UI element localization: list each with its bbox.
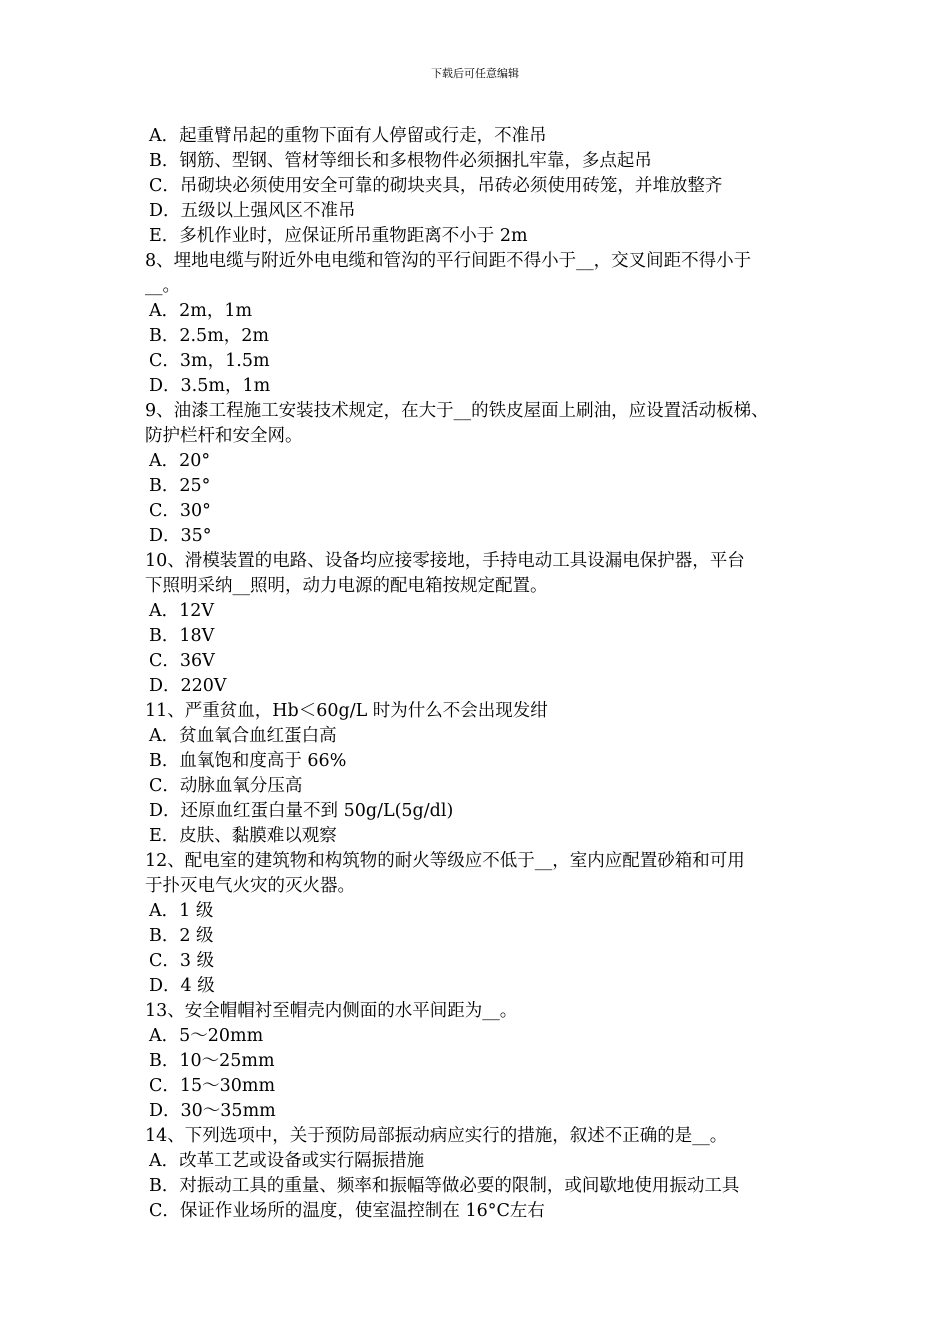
answer-option: D．还原血红蛋白量不到 50g/L(5g/dl) <box>149 801 454 821</box>
question-text: 11、严重贫血，Hb＜60g/L 时为什么不会出现发绀 <box>145 701 548 721</box>
answer-option: B．25° <box>149 476 211 496</box>
question-text: 8、埋地电缆与附近外电电缆和管沟的平行间距不得小于__，交叉间距不得小于 <box>145 251 752 271</box>
document-body <box>145 124 835 1224</box>
answer-option: A．起重臂吊起的重物下面有人停留或行走，不准吊 <box>149 126 547 146</box>
answer-option: A．贫血氧合血红蛋白高 <box>149 726 337 746</box>
answer-option: B．钢筋、型钢、管材等细长和多根物件必须捆扎牢靠，多点起吊 <box>149 151 652 171</box>
answer-option: C．保证作业场所的温度，使室温控制在 16°C左右 <box>149 1201 545 1221</box>
answer-option: D．4 级 <box>149 976 215 996</box>
answer-option: A．5～20mm <box>149 1026 264 1046</box>
question-text: 10、滑模装置的电路、设备均应接零接地，手持电动工具设漏电保护器，平台 <box>145 551 745 571</box>
answer-option: E．多机作业时，应保证所吊重物距离不小于 2m <box>149 226 528 246</box>
question-text: __。 <box>145 276 180 296</box>
answer-option: D．五级以上强风区不准吊 <box>149 201 356 221</box>
answer-option: A．12V <box>149 601 215 621</box>
question-text: 于扑灭电气火灾的灭火器。 <box>145 876 355 896</box>
answer-option: D．3.5m，1m <box>149 376 271 396</box>
answer-option: E．皮肤、黏膜难以观察 <box>149 826 337 846</box>
question-text: 下照明采纳__照明，动力电源的配电箱按规定配置。 <box>145 576 548 596</box>
answer-option: B．2 级 <box>149 926 214 946</box>
answer-option: A．改革工艺或设备或实行隔振措施 <box>149 1151 425 1171</box>
answer-option: C．吊砌块必须使用安全可靠的砌块夹具，吊砖必须使用砖笼，并堆放整齐 <box>149 176 723 196</box>
answer-option: C．30° <box>149 501 211 521</box>
answer-option: C．36V <box>149 651 215 671</box>
question-text: 防护栏杆和安全网。 <box>145 426 303 446</box>
answer-option: A．1 级 <box>149 901 214 921</box>
answer-option: D．35° <box>149 526 212 546</box>
question-text: 14、下列选项中，关于预防局部振动病应实行的措施，叙述不正确的是__。 <box>145 1126 728 1146</box>
question-text: 13、安全帽帽衬至帽壳内侧面的水平间距为__。 <box>145 1001 518 1021</box>
answer-option: C．3 级 <box>149 951 215 971</box>
answer-option: B．血氧饱和度高于 66% <box>149 751 347 771</box>
question-text: 12、配电室的建筑物和构筑物的耐火等级应不低于__，室内应配置砂箱和可用 <box>145 851 745 871</box>
answer-option: A．20° <box>149 451 211 471</box>
answer-option: D．30～35mm <box>149 1101 276 1121</box>
answer-option: A．2m，1m <box>149 301 253 321</box>
answer-option: C．动脉血氧分压高 <box>149 776 303 796</box>
answer-option: D．220V <box>149 676 227 696</box>
answer-option: B．2.5m，2m <box>149 326 270 346</box>
answer-option: B．10～25mm <box>149 1051 275 1071</box>
page-header: 下载后可任意编辑 <box>431 67 519 80</box>
answer-option: B．18V <box>149 626 215 646</box>
question-text: 9、油漆工程施工安装技术规定，在大于__的铁皮屋面上刷油，应设置活动板梯、 <box>145 401 769 421</box>
answer-option: C．3m，1.5m <box>149 351 270 371</box>
answer-option: B．对振动工具的重量、频率和振幅等做必要的限制，或间歇地使用振动工具 <box>149 1176 740 1196</box>
answer-option: C．15～30mm <box>149 1076 276 1096</box>
